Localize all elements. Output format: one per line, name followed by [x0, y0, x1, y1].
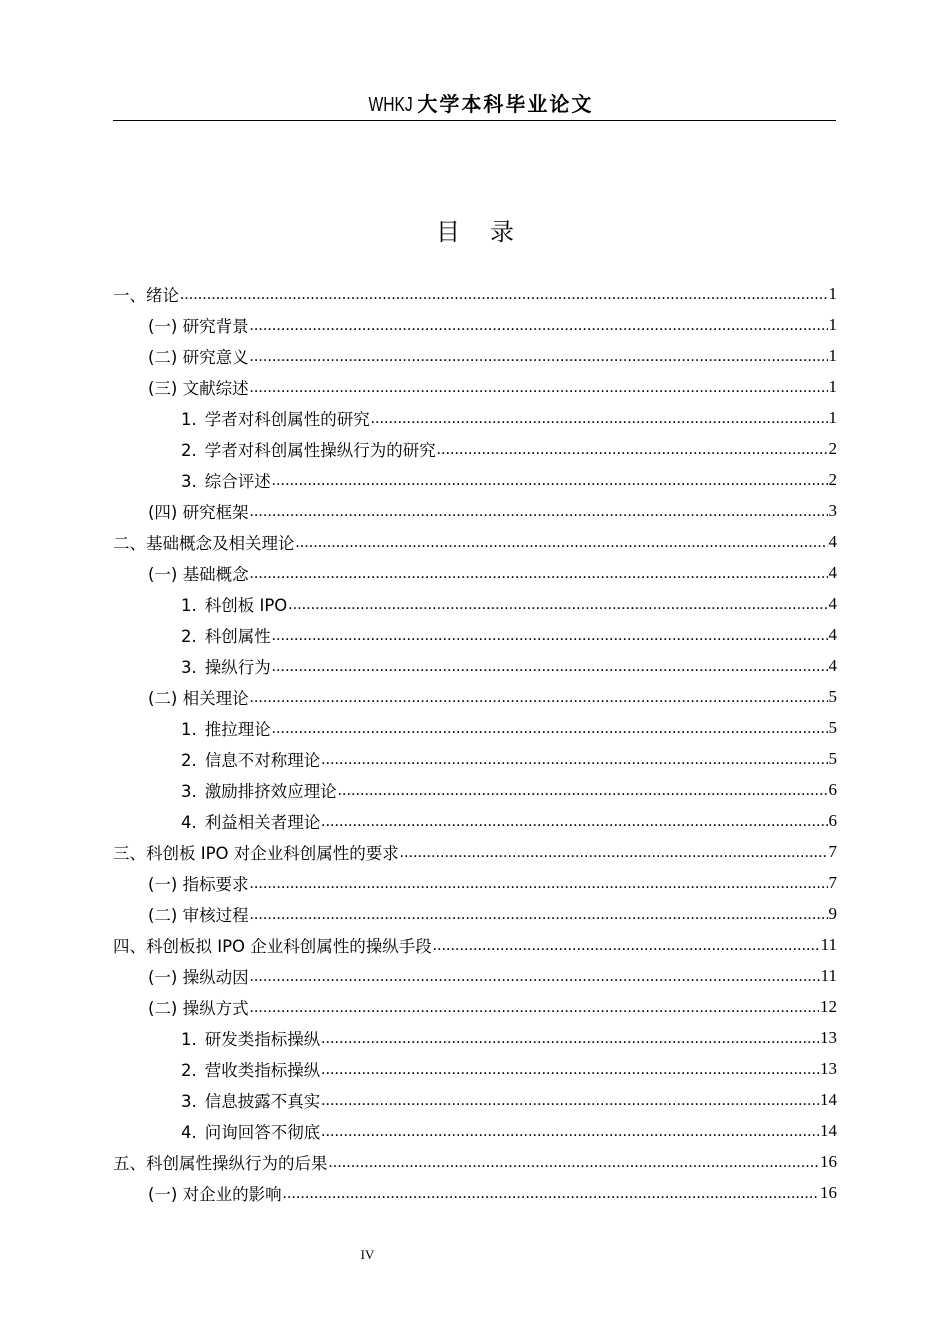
toc-entry-page: 14	[820, 1120, 837, 1140]
toc-entry-text: 推拉理论	[204, 719, 271, 739]
toc-leader-dots	[250, 999, 819, 1017]
toc-leader-dots	[272, 720, 828, 738]
toc-entry-text: 操纵行为	[204, 657, 271, 677]
toc-entry-number: 2.	[181, 1060, 197, 1080]
toc-entry[interactable]	[113, 557, 837, 588]
toc-entry[interactable]	[113, 1022, 837, 1053]
toc-entry[interactable]	[113, 960, 837, 991]
toc-entry[interactable]	[113, 805, 837, 836]
toc-entry-label	[148, 499, 249, 523]
toc-leader-dots	[283, 1185, 819, 1203]
toc-entry-label	[148, 344, 249, 368]
toc-entry-label	[181, 1057, 320, 1081]
toc-entry[interactable]	[113, 278, 837, 309]
toc-entry[interactable]	[113, 1053, 837, 1084]
toc-entry-text: (一) 基础概念	[148, 564, 249, 584]
toc-entry-text: 三、科创板 IPO 对企业科创属性的要求	[113, 843, 399, 863]
toc-entry-text: (一) 操纵动因	[148, 967, 249, 987]
toc-entry-page: 13	[820, 1058, 837, 1078]
toc-leader-dots	[250, 906, 828, 924]
toc-leader-dots	[371, 410, 828, 428]
toc-leader-dots	[272, 658, 828, 676]
toc-entry[interactable]	[113, 650, 837, 681]
toc-entry-page: 4	[828, 562, 837, 582]
toc-leader-dots	[321, 751, 827, 769]
toc-entry-page: 6	[828, 810, 837, 830]
toc-entry[interactable]	[113, 309, 837, 340]
toc-entry-page: 11	[820, 965, 837, 985]
toc-entry-text: (四) 研究框架	[148, 502, 249, 522]
toc-entry-page: 2	[828, 469, 837, 489]
toc-leader-dots	[321, 1061, 819, 1079]
toc-entry-page: 16	[820, 1182, 837, 1202]
toc-entry-label	[148, 964, 249, 988]
toc-entry[interactable]	[113, 774, 837, 805]
toc-entry[interactable]	[113, 898, 837, 929]
toc-entry[interactable]	[113, 1177, 837, 1208]
toc-entry[interactable]	[113, 588, 837, 619]
toc-leader-dots	[321, 1030, 819, 1048]
toc-entry-label	[181, 716, 271, 740]
toc-entry-page: 14	[820, 1089, 837, 1109]
toc-entry-text: 综合评述	[204, 471, 271, 491]
toc-entry-number: 1.	[181, 1029, 197, 1049]
toc-entry-number: 3.	[181, 1091, 197, 1111]
toc-leader-dots	[321, 813, 827, 831]
toc-entry-text: 信息不对称理论	[204, 750, 321, 770]
toc-entry-page: 6	[828, 779, 837, 799]
toc-entry-label	[113, 530, 295, 554]
toc-entry[interactable]	[113, 619, 837, 650]
toc-entry-page: 5	[828, 717, 837, 737]
toc-entry-text: (一) 指标要求	[148, 874, 249, 894]
toc-entry-label	[181, 654, 271, 678]
toc-entry-number: 4.	[181, 812, 197, 832]
toc-leader-dots	[272, 627, 828, 645]
toc-entry-page: 7	[828, 872, 837, 892]
header-university-code: WHKJ	[368, 94, 413, 116]
toc-entry-text: 二、基础概念及相关理论	[113, 533, 295, 553]
toc-leader-dots	[321, 1123, 819, 1141]
toc-entry-page: 13	[820, 1027, 837, 1047]
toc-entry-label	[181, 1088, 320, 1112]
toc-entry-page: 1	[828, 283, 837, 303]
toc-entry-label	[181, 1026, 320, 1050]
toc-entry-number: 1.	[181, 409, 197, 429]
toc-entry-number: 3.	[181, 781, 197, 801]
toc-entry-text: 学者对科创属性的研究	[204, 409, 370, 429]
toc-entry-page: 4	[828, 531, 837, 551]
toc-title	[0, 212, 950, 247]
toc-entry-number: 1.	[181, 595, 197, 615]
toc-leader-dots	[272, 472, 828, 490]
toc-entry-number: 1.	[181, 719, 197, 739]
toc-entry-label	[148, 685, 249, 709]
toc-entry[interactable]	[113, 1146, 837, 1177]
toc-entry-text: 营收类指标操纵	[204, 1060, 321, 1080]
toc-leader-dots	[250, 565, 828, 583]
toc-entry[interactable]	[113, 433, 837, 464]
toc-entry-label	[181, 437, 436, 461]
toc-entry-text: 四、科创板拟 IPO 企业科创属性的操纵手段	[113, 936, 432, 956]
toc-entry-label	[148, 1181, 282, 1205]
toc-entry-page: 12	[820, 996, 837, 1016]
toc-entry[interactable]	[113, 867, 837, 898]
toc-entry-label	[148, 375, 249, 399]
toc-entry-label	[113, 1150, 328, 1174]
toc-title-char-1: 目	[436, 218, 460, 246]
toc-leader-dots	[250, 875, 828, 893]
toc-leader-dots	[433, 937, 820, 955]
toc-entry-page: 4	[828, 624, 837, 644]
toc-entry-page: 1	[828, 376, 837, 396]
toc-entry[interactable]	[113, 929, 837, 960]
toc-entry-page: 2	[828, 438, 837, 458]
toc-entry-label	[113, 840, 399, 864]
toc-entry-text: 信息披露不真实	[204, 1091, 321, 1111]
toc-entry-page: 1	[828, 314, 837, 334]
toc-entry-page: 11	[820, 934, 837, 954]
toc-entry-text: (二) 相关理论	[148, 688, 249, 708]
toc-entry-text: (一) 研究背景	[148, 316, 249, 336]
toc-entry-label	[148, 995, 249, 1019]
toc-leader-dots	[180, 286, 828, 304]
toc-entry-label	[181, 592, 287, 616]
toc-entry[interactable]	[113, 371, 837, 402]
toc-leader-dots	[250, 348, 828, 366]
toc-entry-text: 学者对科创属性操纵行为的研究	[204, 440, 436, 460]
toc-entry-text: (二) 研究意义	[148, 347, 249, 367]
toc-entry-text: 一、绪论	[113, 285, 179, 305]
toc-entry-text: (一) 对企业的影响	[148, 1184, 282, 1204]
toc-entry-label	[148, 313, 249, 337]
toc-entry[interactable]	[113, 743, 837, 774]
toc-entry-label	[148, 561, 249, 585]
toc-leader-dots	[329, 1154, 820, 1172]
toc-entry-number: 2.	[181, 750, 197, 770]
toc-entry-text: 科创板 IPO	[204, 595, 288, 615]
toc-entry-text: 科创属性	[204, 626, 271, 646]
toc-entry[interactable]	[113, 402, 837, 433]
toc-entry[interactable]	[113, 991, 837, 1022]
page-number: IV	[360, 1247, 375, 1262]
toc-entry-number: 4.	[181, 1122, 197, 1142]
toc-entry-text: (二) 审核过程	[148, 905, 249, 925]
toc-entry-text: (二) 操纵方式	[148, 998, 249, 1018]
toc-entry[interactable]	[113, 495, 837, 526]
toc-leader-dots	[250, 379, 828, 397]
toc-leader-dots	[250, 503, 828, 521]
toc-entry-label	[181, 809, 320, 833]
toc-entry-label	[181, 1119, 320, 1143]
toc-entry-page: 1	[828, 345, 837, 365]
toc-entry-label	[181, 468, 271, 492]
toc-entry[interactable]	[113, 526, 837, 557]
toc-entry-page: 7	[828, 841, 837, 861]
toc-entry-text: 激励排挤效应理论	[204, 781, 337, 801]
toc-entry-number: 3.	[181, 471, 197, 491]
toc-entry-page: 16	[820, 1151, 837, 1171]
toc-entry-number: 3.	[181, 657, 197, 677]
toc-entry[interactable]	[113, 836, 837, 867]
toc-entry-label	[181, 623, 271, 647]
toc-leader-dots	[250, 968, 820, 986]
toc-entry[interactable]	[113, 681, 837, 712]
toc-entry-label	[181, 406, 370, 430]
toc-entry-number: 2.	[181, 626, 197, 646]
toc-entry-page: 1	[828, 407, 837, 427]
toc-entry-label	[113, 282, 179, 306]
toc-entry-text: 问询回答不彻底	[204, 1122, 321, 1142]
toc-entry[interactable]	[113, 712, 837, 743]
toc-leader-dots	[250, 317, 828, 335]
toc-leader-dots	[321, 1092, 819, 1110]
toc-leader-dots	[296, 534, 828, 552]
toc-title-char-2: 录	[490, 218, 514, 246]
toc-entry-label	[148, 902, 249, 926]
toc-entry-page: 3	[828, 500, 837, 520]
toc-entry-page: 5	[828, 748, 837, 768]
toc-entry-label	[113, 933, 432, 957]
table-of-contents	[113, 278, 837, 1208]
page-header	[113, 92, 836, 121]
toc-entry[interactable]	[113, 1084, 837, 1115]
toc-leader-dots	[250, 689, 828, 707]
toc-entry-text: 五、科创属性操纵行为的后果	[113, 1153, 328, 1173]
toc-leader-dots	[288, 596, 827, 614]
toc-entry-page: 4	[828, 593, 837, 613]
toc-entry-page: 9	[828, 903, 837, 923]
toc-entry-text: 研发类指标操纵	[204, 1029, 321, 1049]
toc-entry-page: 4	[828, 655, 837, 675]
toc-leader-dots	[338, 782, 828, 800]
toc-entry-number: 2.	[181, 440, 197, 460]
toc-entry-text: (三) 文献综述	[148, 378, 249, 398]
toc-entry[interactable]	[113, 340, 837, 371]
toc-entry[interactable]	[113, 464, 837, 495]
toc-leader-dots	[400, 844, 828, 862]
toc-entry[interactable]	[113, 1115, 837, 1146]
toc-entry-page: 5	[828, 686, 837, 706]
toc-entry-label	[148, 871, 249, 895]
toc-entry-label	[181, 778, 337, 802]
toc-entry-text: 利益相关者理论	[204, 812, 321, 832]
toc-leader-dots	[437, 441, 828, 459]
toc-entry-label	[181, 747, 320, 771]
header-title: 大学本科毕业论文	[417, 94, 594, 116]
